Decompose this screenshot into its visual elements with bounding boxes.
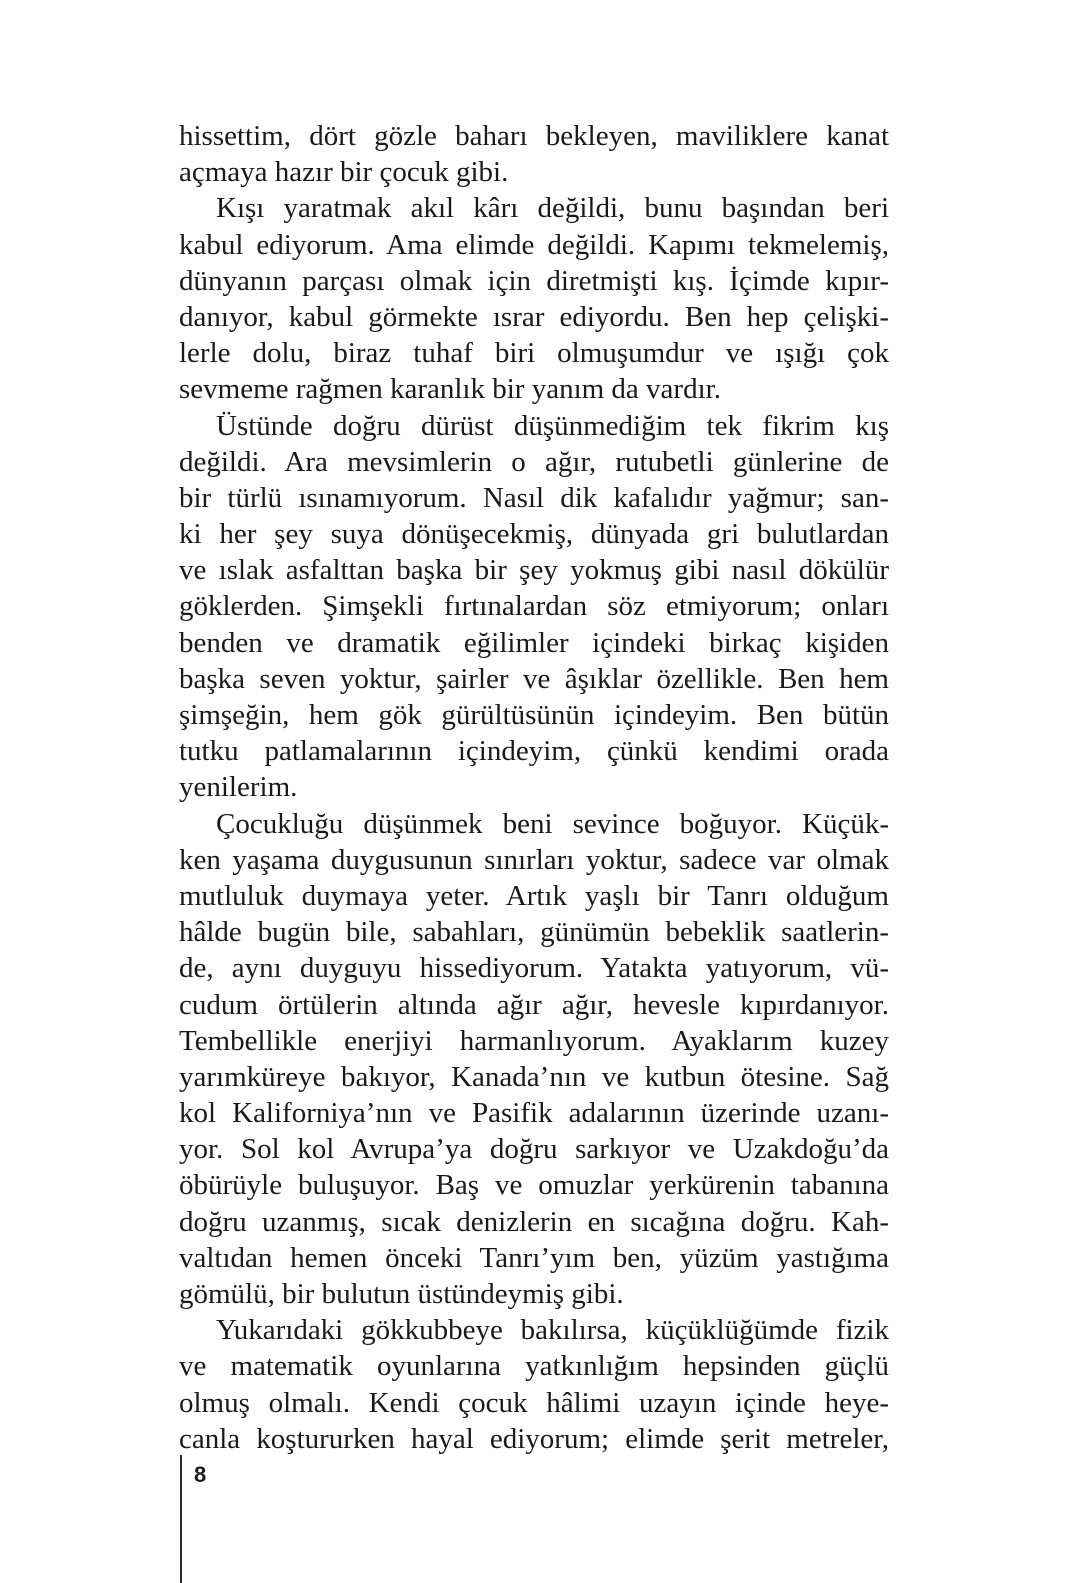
paragraph xyxy=(179,408,889,806)
text-line: canla koştururken hayal ediyorum; elimde şerit metreler, xyxy=(179,1422,889,1455)
text-line: göklerden. Şimşekli fırtınalardan söz etmiyorum; onları xyxy=(179,590,889,623)
text-line: cudum örtülerin altında ağır ağır, hevesle kıpırdanıyor. xyxy=(179,988,889,1021)
text-line: Yukarıdaki gökkubbeye bakılırsa, küçüklüğümde fizik xyxy=(216,1314,889,1347)
paragraph xyxy=(179,1312,889,1457)
text-line: yarımküreye bakıyor, Kanada’nın ve kutbun ötesine. Sağ xyxy=(179,1060,889,1093)
text-line: benden ve dramatik eğilimler içindeki birkaç kişiden xyxy=(179,626,889,659)
page-number: 8 xyxy=(194,1462,207,1487)
text-line: Tembellikle enerjiyi harmanlıyorum. Ayaklarım kuzey xyxy=(179,1024,889,1057)
text-line: ken yaşama duygusunun sınırları yoktur, sadece var olmak xyxy=(179,843,889,876)
text-line: değildi. Ara mevsimlerin o ağır, rutubetli günlerine de xyxy=(179,445,889,478)
page-margin-rule xyxy=(180,1455,182,1583)
text-line: valtıdan hemen önceki Tanrı’yım ben, yüzüm yastığıma xyxy=(179,1241,889,1274)
text-line: sevmeme rağmen karanlık bir yanım da vardır. xyxy=(179,373,721,406)
text-line: yenilerim. xyxy=(179,771,298,804)
paragraph xyxy=(179,806,889,1313)
text-line: tutku patlamalarının içindeyim, çünkü kendimi orada xyxy=(179,735,889,768)
text-line: gömülü, bir bulutun üstündeymiş gibi. xyxy=(179,1278,624,1310)
text-line: kol Kaliforniya’nın ve Pasifik adalarının üzerinde uzanı- xyxy=(179,1097,889,1130)
text-line: öbürüyle buluşuyor. Baş ve omuzlar yerkürenin tabanına xyxy=(179,1169,889,1202)
text-line: kabul ediyorum. Ama elimde değildi. Kapımı tekmelemiş, xyxy=(179,228,889,261)
text-line: doğru uzanmış, sıcak denizlerin en sıcağına doğru. Kah- xyxy=(179,1205,889,1238)
text-line: Kışı yaratmak akıl kârı değildi, bunu başından beri xyxy=(216,192,889,225)
text-line: ki her şey suya dönüşecekmiş, dünyada gri bulutlardan xyxy=(179,518,889,551)
text-line: hissettim, dört gözle baharı bekleyen, maviliklere kanat xyxy=(179,120,889,152)
text-line: olmuş olmalı. Kendi çocuk hâlimi uzayın içinde heye- xyxy=(179,1386,889,1419)
text-line: Çocukluğu düşünmek beni sevince boğuyor. Küçük- xyxy=(216,807,889,840)
paragraph xyxy=(179,190,889,407)
text-line: bir türlü ısınamıyorum. Nasıl dik kafalıdır yağmur; san- xyxy=(179,481,889,514)
text-line: açmaya hazır bir çocuk gibi. xyxy=(179,156,509,189)
text-line: başka seven yoktur, şairler ve âşıklar özellikle. Ben hem xyxy=(179,662,889,695)
text-line: lerle dolu, biraz tuhaf biri olmuşumdur ve ışığı çok xyxy=(179,337,889,370)
text-line: dünyanın parçası olmak için diretmişti kış. İçimde kıpır- xyxy=(179,264,889,297)
text-line: mutluluk duymaya yeter. Artık yaşlı bir Tanrı olduğum xyxy=(179,879,889,912)
text-line: de, aynı duyguyu hissediyorum. Yatakta yatıyorum, vü- xyxy=(179,952,889,985)
text-line: ve ıslak asfalttan başka bir şey yokmuş gibi nasıl dökülür xyxy=(179,554,889,587)
text-line: hâlde bugün bile, sabahları, günümün bebeklik saatlerin- xyxy=(179,916,889,949)
body-text xyxy=(179,118,889,1457)
text-line: ve matematik oyunlarına yatkınlığım hepsinden güçlü xyxy=(179,1350,889,1383)
text-line: Üstünde doğru dürüst düşünmediğim tek fikrim kış xyxy=(216,409,889,442)
text-line: yor. Sol kol Avrupa’ya doğru sarkıyor ve Uzakdoğu’da xyxy=(179,1133,889,1166)
text-line: danıyor, kabul görmekte ısrar ediyordu. Ben hep çelişki- xyxy=(179,300,889,333)
text-line: şimşeğin, hem gök gürültüsünün içindeyim. Ben bütün xyxy=(179,699,889,731)
paragraph xyxy=(179,118,889,190)
